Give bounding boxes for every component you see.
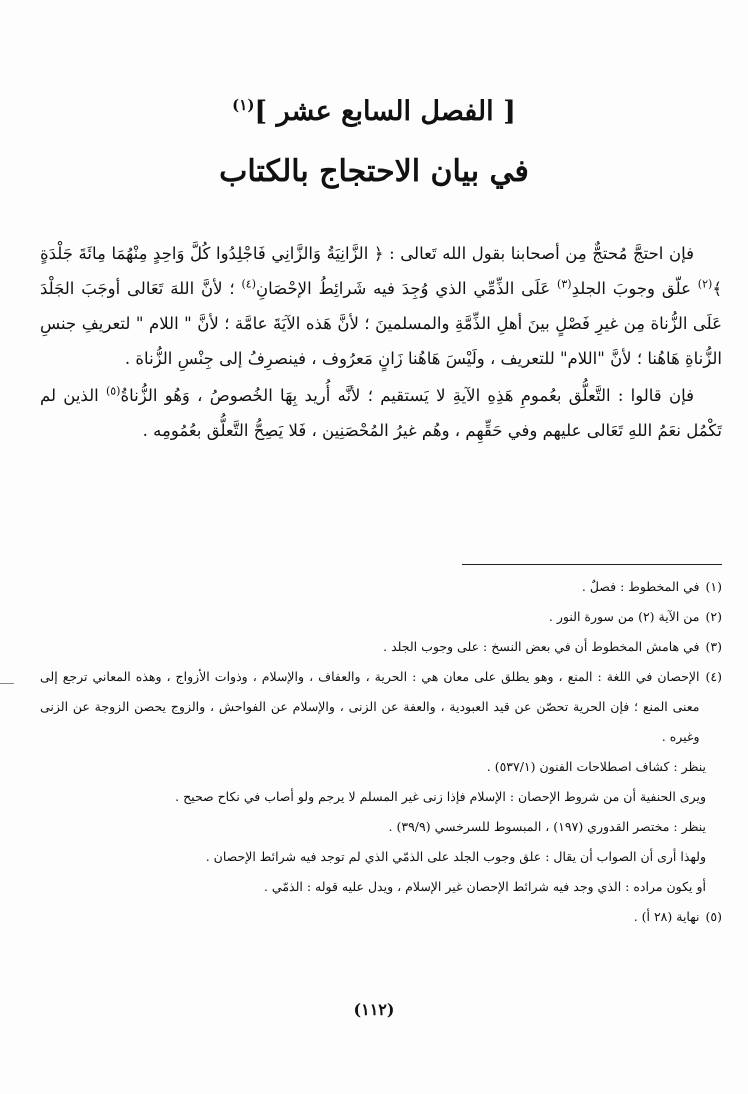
paragraph-1-part-d: ؛ لأنَّ اللهَ تَعَالى أوجَبَ الجَلْدَ عَلَى الزُّناة مِن غيرِ فَصْلٍ بينَ أهلِ الذِّمَّةِ والمسلمينَ ؛ لأنَّ هَذه الآيَةَ عامَّة ؛ لأنَّ " اللام " لتعريفِ جنسِ الزُّناةِ هَاهُنا ؛ لأنَّ "اللام" للتعريف ، ولَيْسَ هَاهُنا زَانٍ مَعرُوف ، فينصرِفُ إلى جِنْسِ الزُّناة . (40, 279, 722, 368)
footnote-number: (٣) (705, 639, 722, 654)
footnote-number: (٢) (705, 609, 722, 624)
footnote-4-reference-1: ينظر : كشاف اصطلاحات الفنون (٥٣٧/١) . (486, 759, 706, 774)
footnote-number: (٥) (705, 909, 722, 924)
chapter-title-footnote-ref[interactable]: (١) (232, 96, 255, 114)
chapter-title-text: [ الفصل السابع عشر ] (254, 96, 516, 127)
footnote-ref-3[interactable]: (٣) (557, 277, 572, 291)
footnotes (40, 572, 722, 932)
page-number: (١١٢) (353, 1000, 395, 1019)
chapter-title (0, 92, 748, 132)
footnote-text: من الآية (٢) من سورة النور . (548, 609, 700, 624)
main-text (40, 236, 722, 448)
footnote-ref-4[interactable]: (٤) (241, 277, 257, 291)
footnote-3 (40, 632, 722, 662)
margin-mark (0, 683, 14, 684)
footnote-2 (40, 602, 722, 632)
footnote-4 (40, 662, 722, 752)
footnote-1 (40, 572, 722, 602)
footnote-4-reference-2: ينظر : مختصر القدوري (١٩٧) ، المبسوط للسرخسي (٣٩/٩) . (388, 819, 706, 834)
footnote-number: (١) (705, 579, 722, 594)
footnote-4-hanafi-note: ويرى الحنفية أن من شروط الإحصان : الإسلام فإذا زنى غير المسلم لا يرجم ولو أصاب في نكاح صحيح . (175, 789, 706, 804)
paragraph-2-part-a: فإن قالوا : التَّعلُّق بعُمومِ هَذِهِ الآيةِ لا يَستقيم ؛ لأنَّه أُريد بِهَا الخُصوصُ ، وَهُو الزُّناةُ (120, 386, 694, 405)
footnote-ref-5[interactable]: (٥) (105, 384, 121, 398)
footnote-text: نهاية (٢٨ أ) . (633, 909, 700, 924)
footnote-4-opinion-1: ولهذا أرى أن الصواب أن يقال : علق وجوب الجلد على الذمّي الذي لم توجد فيه شرائط الإحصان . (205, 849, 706, 864)
footnote-4-opinion-2: أو يكون مراده : الذي وجد فيه شرائط الإحصان غير الإسلام ، ويدل عليه قوله : الذمّي . (263, 879, 706, 894)
footnote-text: في المخطوط : فصلٌ . (581, 579, 700, 594)
paragraph-1-part-c: عَلَى الذِّمِّي الذي وُجِدَ فيه شَرائِطُ الإحْصَانِ (256, 279, 558, 298)
paragraph-2-part-b: الذين لم تَكْمُل نعَمُ اللهِ تَعَالى عليهم وفي حَقِّهِم ، وهُم غيرُ المُحْصَنِين ، فَلا يَصِحُّ التَّعلُّق بعُمُومِه . (40, 386, 722, 440)
footnote-text: في هامش المخطوط أن في بعض النسخ : على وجوب الجلد . (383, 639, 700, 654)
paragraph-2 (40, 378, 722, 448)
footnote-text: الإحصان في اللغة : المنع ، وهو يطلق على معان هي : الحرية ، والعفاف ، والإسلام ، وذوات الأزواج ، وهذه المعاني ترجع إلى معنى المنع ؛ فإن الحرية تحصّن عن قيد العبودية ، والعفة عن الزنى ، والإسلام عن الفواحش ، والزوج يحصن الزوجة عن الزنى وغيره . (40, 669, 700, 744)
chapter-subtitle: في بيان الاحتجاج بالكتاب (219, 154, 529, 189)
paragraph-1 (40, 236, 722, 376)
paragraph-1-part-a: فإن احتجَّ مُحتجٌّ مِن أصحابنا بقول الله تَعالى : ﴿ الزَّانِيَةُ وَالزَّانِي فَاجْلِدُوا كُلَّ وَاحِدٍ مِنْهُمَا مِائَةَ جَلْدَةٍ ﴾ (40, 244, 722, 298)
footnote-separator (462, 564, 722, 565)
footnote-ref-2[interactable]: (٢) (697, 277, 713, 291)
paragraph-1-part-b: علّق وجوبَ الجلدِ (571, 279, 698, 298)
footnote-5 (40, 902, 722, 932)
footnote-number: (٤) (705, 669, 722, 684)
